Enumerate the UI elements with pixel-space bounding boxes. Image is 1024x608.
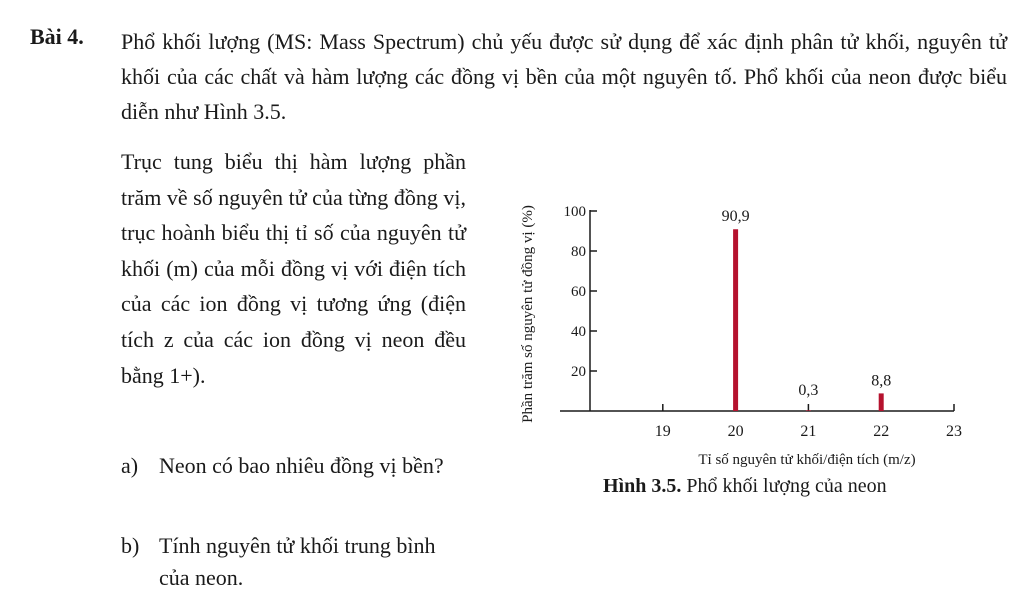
problem-label: Bài 4. [30, 24, 84, 49]
question-text: Tính nguyên tử khối trung bình của neon. [159, 533, 436, 590]
mass-spectrum-chart [508, 160, 978, 472]
y-tick-label: 60 [571, 284, 586, 300]
x-tick-label: 22 [873, 423, 890, 440]
y-tick-label: 80 [571, 244, 586, 260]
y-axis-label: Phần trăm số nguyên tử đồng vị (%) [520, 205, 536, 423]
x-tick-label: 19 [654, 423, 671, 440]
question-text: Neon có bao nhiêu đồng vị bền? [159, 453, 444, 478]
data-label-20: 90,9 [721, 208, 750, 226]
x-tick-label: 21 [800, 423, 817, 440]
question-label: a) [121, 453, 139, 478]
figure-caption [603, 475, 887, 498]
y-tick-label: 20 [571, 364, 586, 380]
question-label: b) [121, 533, 140, 558]
figure-caption-text: Phổ khối lượng của neon [681, 475, 887, 497]
figure-caption-number: Hình 3.5. [603, 475, 682, 497]
y-tick-label: 100 [563, 204, 586, 220]
x-tick-label: 23 [946, 423, 962, 440]
problem-description: Trục tung biểu thị hàm lượng phần trăm về số nguyên tử của từng đồng vị, trục hoành biểu thị tỉ số của nguyên tử khối (m) của mỗi đồng vị với điện tích của các ion đồng vị tương ứng (điện tích z của các ion đồng vị neon đều bằng 1+). [121, 149, 466, 388]
x-tick-label: 20 [727, 423, 744, 440]
problem-intro: Phổ khối lượng (MS: Mass Spectrum) chủ yếu được sử dụng để xác định phân tử khối, nguyên tử khối của các chất và hàm lượng các đồng vị bền của một nguyên tố. Phổ khối của neon được biểu diễn như Hình 3.5. [121, 29, 1007, 124]
data-label-22: 8,8 [871, 372, 892, 390]
y-tick-label: 40 [571, 324, 586, 340]
x-axis-label: Tỉ số nguyên tử khối/điện tích (m/z) [698, 452, 916, 468]
data-label-21: 0,3 [798, 382, 819, 399]
